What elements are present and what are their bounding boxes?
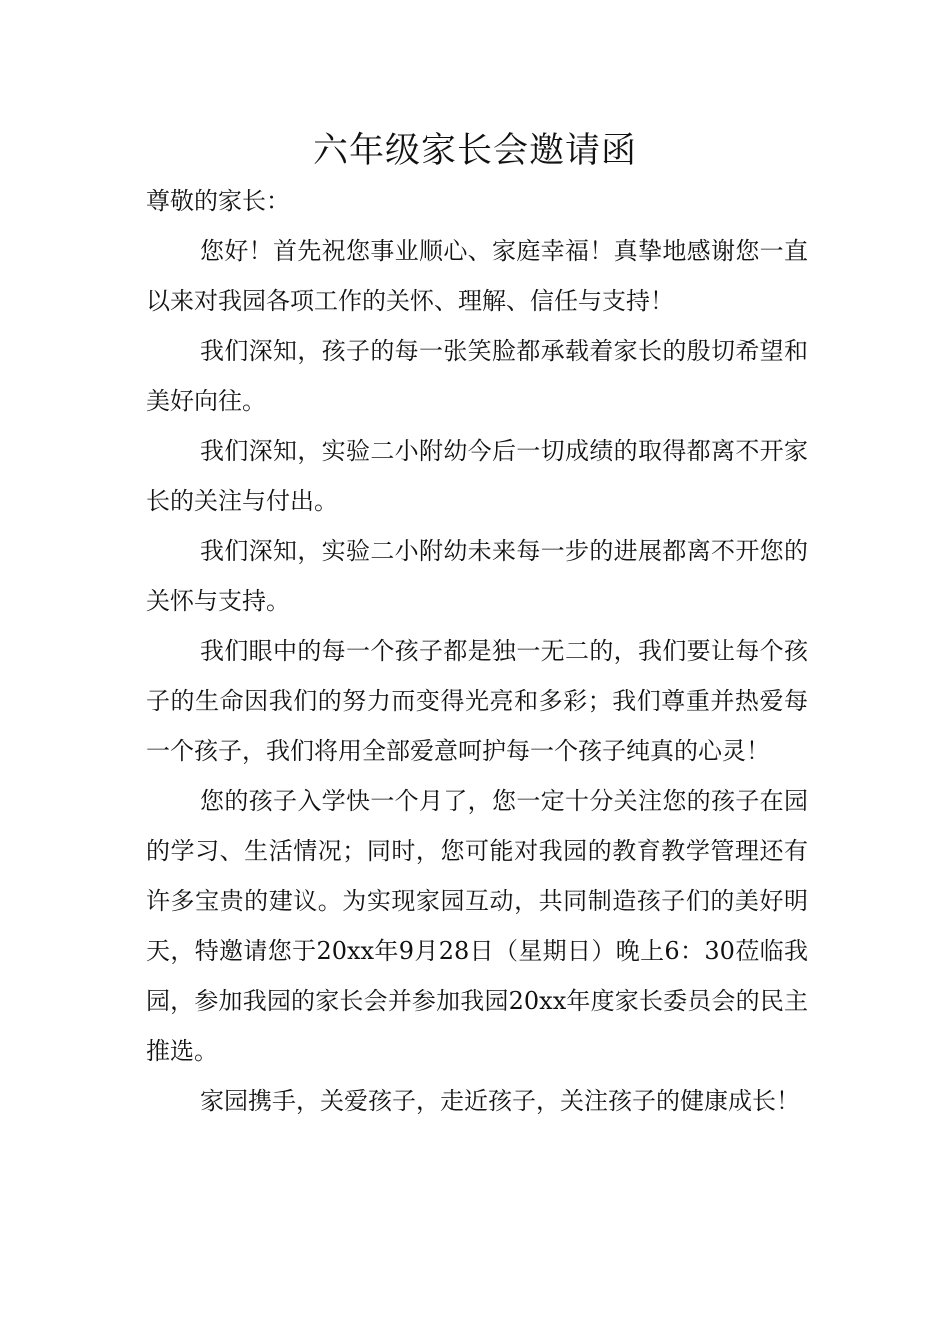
salutation: 尊敬的家长： (146, 187, 290, 215)
letter-body (146, 176, 808, 1126)
paragraph-every-child: 我们眼中的每一个孩子都是独一无二的，我们要让每个孩子的生命因我们的努力而变得光亮和多彩；我们尊重并热爱每一个孩子，我们将用全部爱意呵护每一个孩子纯真的心灵！ (146, 637, 808, 765)
page-title: 六年级家长会邀请函 (312, 131, 637, 171)
paragraph-closing: 家园携手，关爱孩子，走近孩子，关注孩子的健康成长！ (200, 1087, 800, 1115)
paragraph-achievements: 我们深知，实验二小附幼今后一切成绩的取得都离不开家长的关注与付出。 (146, 437, 808, 515)
paragraph-smiles: 我们深知，孩子的每一张笑脸都承载着家长的殷切希望和美好向往。 (146, 337, 808, 415)
paragraph-invitation: 您的孩子入学快一个月了，您一定十分关注您的孩子在园的学习、生活情况；同时，您可能对我园的教育教学管理还有许多宝贵的建议。为实现家园互动，共同制造孩子们的美好明天，特邀请您于20xx年9月28日（星期日）晚上6：30莅临我园，参加我园的家长会并参加我园20xx年度家长委员会的民主推选。 (146, 787, 808, 1065)
paragraph-greeting: 您好！首先祝您事业顺心、家庭幸福！真挚地感谢您一直以来对我园各项工作的关怀、理解、信任与支持！ (146, 237, 808, 315)
paragraph-progress: 我们深知，实验二小附幼未来每一步的进展都离不开您的关怀与支持。 (146, 537, 808, 615)
